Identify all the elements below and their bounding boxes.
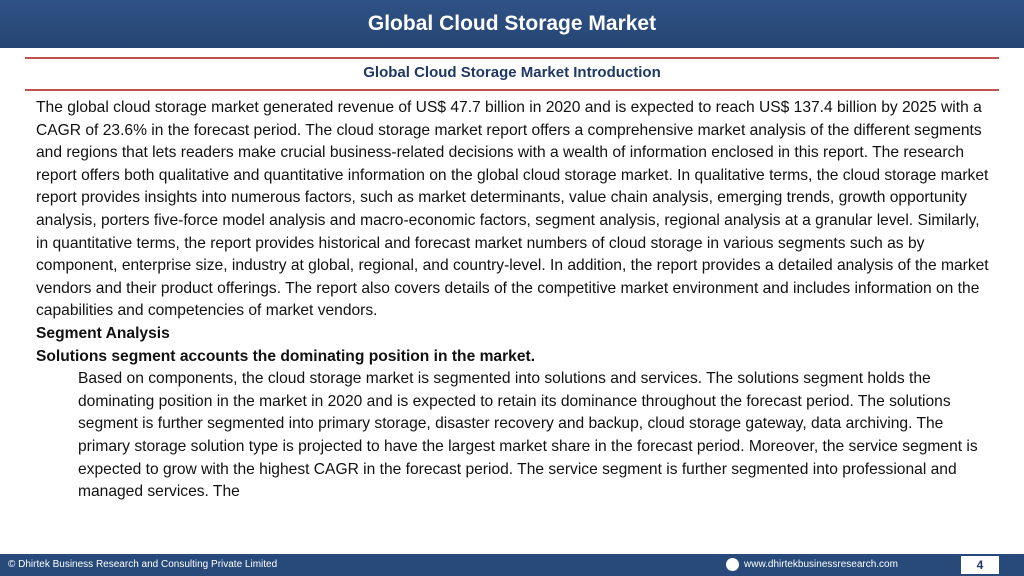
top-divider <box>25 57 999 59</box>
slide-footer <box>0 554 1024 576</box>
slide-title: Global Cloud Storage Market <box>367 12 657 35</box>
copyright-text: © Dhirtek Business Research and Consulting Private Limited <box>8 559 278 570</box>
solutions-paragraph: Based on components, the cloud storage market is segmented into solutions and services. The solutions segment holds the dominating position in the market in 2020 and is expected to retain its dominance throughout the forecast period. The solutions segment is further segmented into primary storage, disaster recovery and backup, cloud storage gateway, data archiving. The primary storage solution type is projected to have the largest market share in the forecast period. Moreover, the service segment is expected to grow with the highest CAGR in the forecast period. The service segment is further segmented into professional and managed services. The <box>78 370 978 501</box>
slide-header <box>0 0 1024 48</box>
content-body <box>36 97 994 504</box>
website-link[interactable]: www.dhirtekbusinessresearch.com <box>744 559 898 570</box>
globe-icon <box>726 558 739 571</box>
section-subtitle: Global Cloud Storage Market Introduction <box>363 64 661 81</box>
bottom-divider <box>25 89 999 91</box>
intro-paragraph: The global cloud storage market generated revenue of US$ 47.7 billion in 2020 and is expected to reach US$ 137.4 billion by 2025 with a CAGR of 23.6% in the forecast period. The cloud storage market report offers a comprehensive market analysis of the different segments and regions that lets readers make crucial business-related decisions with a wealth of information enclosed in this report. The research report offers both qualitative and quantitative information on the global cloud storage market. In qualitative terms, the cloud storage market report provides insights into numerous factors, such as market determinants, value chain analysis, emerging trends, growth opportunity analysis, porters five-force model analysis and macro-economic factors, segment analysis, regional analysis at a granular level. Similarly, in quantitative terms, the report provides historical and forecast market numbers of cloud storage in various segments such as by component, enterprise size, industry at global, regional, and country-level. In addition, the report provides a detailed analysis of the market vendors and their product offerings. The report also covers details of the competitive market environment and includes information on the capabilities and competencies of market vendors. <box>36 99 989 320</box>
page-number: 4 <box>961 556 999 574</box>
solutions-heading: Solutions segment accounts the dominating position in the market. <box>36 347 536 365</box>
segment-analysis-heading: Segment Analysis <box>36 324 170 342</box>
